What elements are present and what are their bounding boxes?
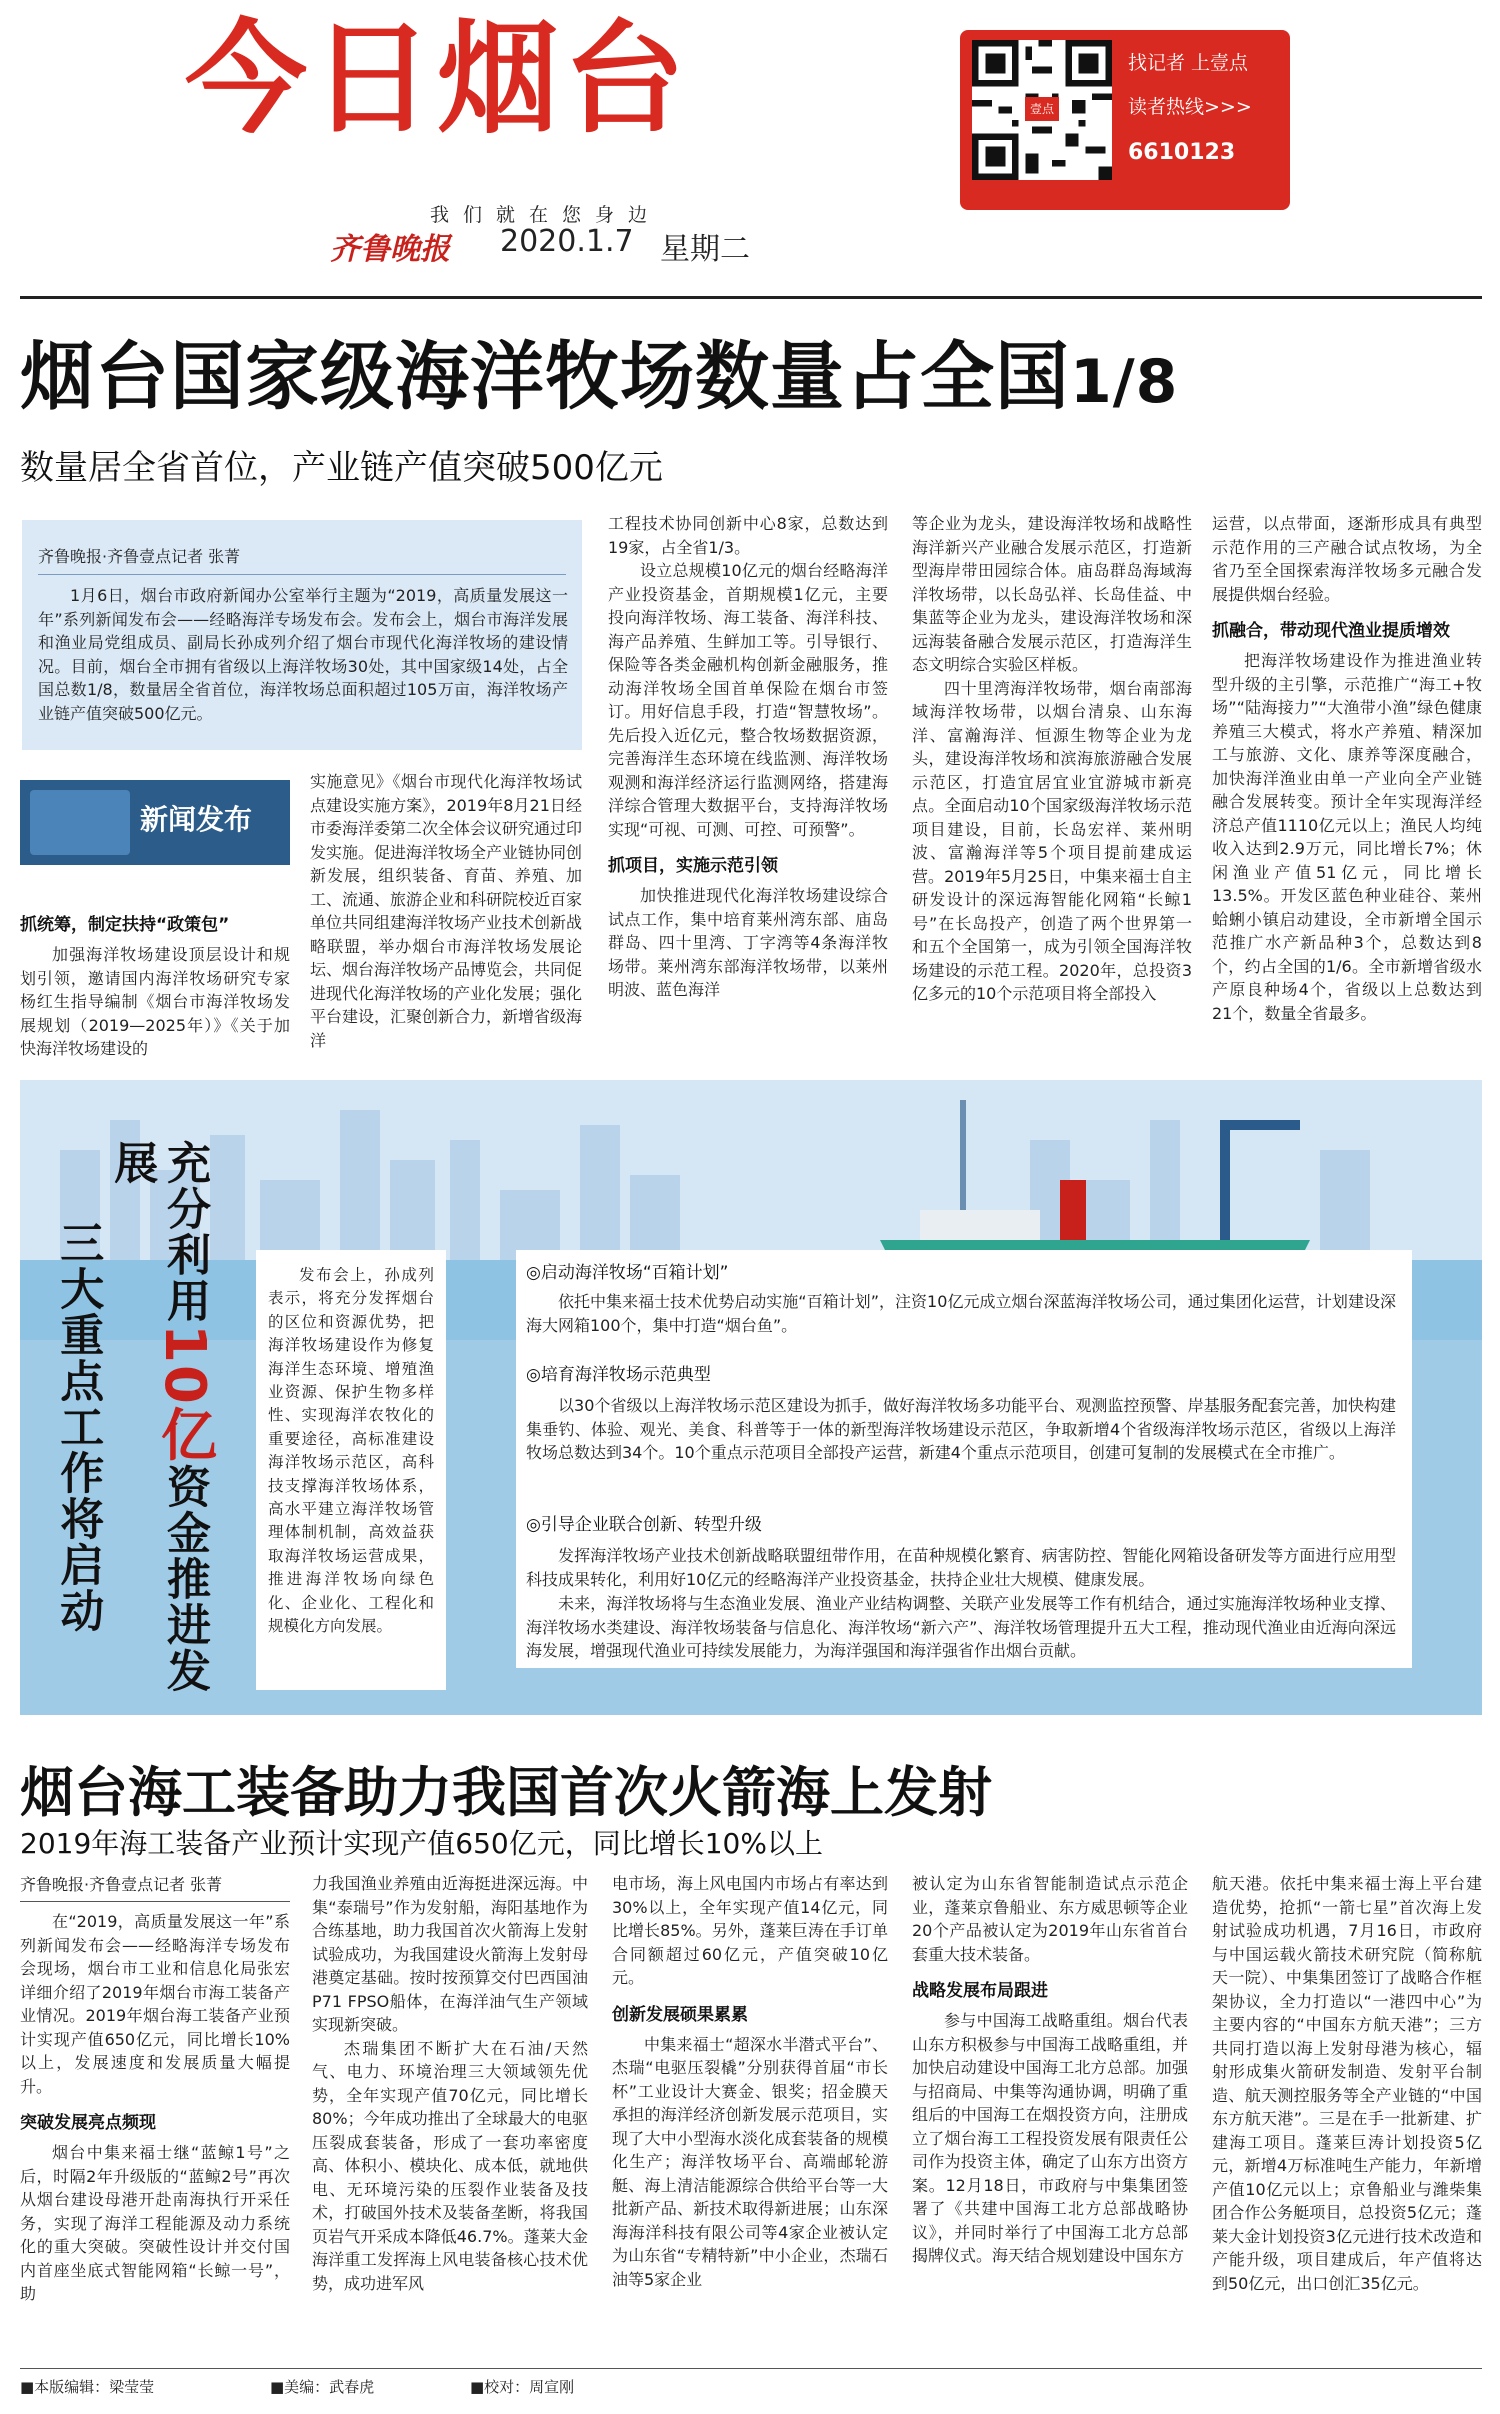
footer-editor: ■本版编辑：梁莹莹 (20, 2378, 155, 2396)
banner-item3-text-b: 未来，海洋牧场将与生态渔业发展、渔业产业结构调整、关联产业发展等工作有机结合，通过实施海洋牧场种业支撑、海洋牧场水类建设、海洋牧场装备与信息化、海洋牧场“新六产”、海洋牧场管理提升五大工程，推动现代渔业由近海向深远海发展，增强现代渔业可持续发展能力，为海洋强国和海洋强省作出烟台贡献。 (526, 1594, 1396, 1660)
article1-col2-text: 实施意见》《烟台市现代化海洋牧场试点建设实施方案》，2019年8月21日经市委海洋委第二次全体会议研究通过印发实施。促进海洋牧场全产业链协同创新发展，组织装备、育苗、养殖、加工、流通、旅游企业和科研院校近百家单位共同组建海洋牧场产业技术创新战略联盟，举办烟台市海洋牧场发展论坛、烟台海洋牧场产品博览会，共同促进现代化海洋牧场的产业化发展；强化平台建设，汇聚创新合力，新增省级海洋 (310, 772, 583, 1050)
banner-item2-head: ◎培育海洋牧场示范典型 (526, 1365, 711, 1385)
article1-subheadline: 数量居全省首位，产业链产值突破500亿元 (20, 448, 663, 488)
banner-item3-head: ◎引导企业联合创新、转型升级 (526, 1515, 762, 1535)
article1-col4-text-b: 四十里湾海洋牧场带，烟台南部海域海洋牧场带，以烟台清泉、山东海洋、富瀚海洋、恒源生物等企业为龙头，建设海洋牧场和滨海旅游融合发展示范区，打造宜居宜业宜游城市新亮点。全面启动10个国家级海洋牧场示范项目建设，目前，长岛宏祥、莱州明波、富瀚海洋等5个项目提前建成运营。2019年5月25日，中集来福士自主研发设计的深远海智能化网箱“长鲸1号”在长岛投产，创造了两个世界第一和五个全国第一，成为引领全国海洋牧场建设的示范工程。2020年，总投资3亿多元的10个示范项目将全部投入 (912, 678, 1192, 1003)
article2-col-3 (612, 1872, 888, 2291)
article2-subheadline: 2019年海工装备产业预计实现产值650亿元，同比增长10%以上 (20, 1827, 823, 1860)
banner-intro: 发布会上，孙成列表示，将充分发挥烟台的区位和资源优势，把海洋牧场建设作为修复海洋生态环境、增殖渔业资源、保护生物多样性、实现海洋农牧化的重要途径，高标准建设海洋牧场示范区，高科技支撑海洋牧场体系，高水平建立海洋牧场管理体制机制，高效益获取海洋牧场运营成果，推进海洋牧场向绿色化、企业化、工程化和规模化方向发展。 (268, 1266, 434, 1636)
article2-col3-text: 电市场，海上风电国内市场占有率达到30%以上，全年实现产值14亿元，同比增长85%。另外，蓬莱巨涛在手订单合同额超过60亿元，产值突破10亿元。 (612, 1874, 888, 1987)
article1-col4-text-a: 等企业为龙头，建设海洋牧场和战略性海洋新兴产业融合发展示范区，打造新型海岸带田园综合体。庙岛群岛海域海洋牧场带，以长岛弘祥、长岛佳益、中集蓝等企业为龙头，建设海洋牧场和深远海装备融合发展示范区，打造海洋生态文明综合实验区样板。 (912, 514, 1192, 674)
banner-items-panel (516, 1250, 1412, 1668)
contact-line-2: 读者热线>>> (1128, 96, 1252, 118)
footer-proofreader: ■校对：周宣刚 (470, 2378, 575, 2396)
article1-col5-text-b: 把海洋牧场建设作为推进渔业转型升级的主引擎，示范推广“海工+牧场”“陆海接力”“大渔带小渔”绿色健康养殖三大模式，将水产养殖、精深加工与旅游、文化、康养等深度融合，加快海洋渔业由单一产业向全产业链融合发展转变。预计全年实现海洋经济总产值1110亿元以上；渔民人均纯收入达到2.9万元，同比增长7%；休闲渔业产值51亿元，同比增长13.5%。开发区蓝色种业硅谷、莱州蛤蜊小镇启动建设，全市新增全国示范推广水产新品种3个，总数达到8个，约占全国的1/6。全市新增省级水产原良种场4个，省级以上总数达到21个，数量全省最多。 (1212, 651, 1482, 1023)
article1-col-1 (20, 900, 290, 1061)
article1-section-projects: 抓项目，实施示范引领 (608, 856, 778, 876)
contact-line-1: 找记者 上壹点 (1128, 52, 1249, 74)
masthead-title: 今日烟台 (185, 8, 689, 150)
article2-section-strategy: 战略发展布局跟进 (912, 1981, 1048, 2001)
issue-weekday: 星期二 (660, 232, 750, 267)
article2-col-4 (912, 1872, 1188, 2268)
article1-lead-box (22, 520, 582, 750)
article2-col1-text: 在“2019，高质量发展这一年”系列新闻发布会——经略海洋专场发布会现场，烟台市工业和信息化局张宏详细介绍了2019年烟台市海工装备产业情况。2019年烟台海工装备产业预计实现产值650亿元，同比增长10%以上，发展速度和发展质量大幅提升。 (20, 1912, 290, 2096)
article2-section-innovation: 创新发展硕果累累 (612, 2004, 748, 2025)
article1-col3-text-b: 设立总规模10亿元的烟台经略海洋产业投资基金，首期规模1亿元，主要投向海洋牧场、海工装备、海洋科技、海产品养殖、生鲜加工等。引导银行、保险等各类金融机构创新金融服务，推动海洋牧场全国首单保险在烟台市签订。用好信息手段，打造“智慧牧场”。先后投入近亿元，整合牧场数据资源，完善海洋生态环境在线监测、海洋牧场观测和海洋经济运行监测网络，搭建海洋综合管理大数据平台，支持海洋牧场实现“可视、可测、可控、可预警”。 (608, 561, 888, 839)
article2-byline-rule (20, 1901, 290, 1902)
banner-headline: 充分利用10亿资金推进发展 (106, 1140, 217, 1694)
article2-col2-text: 力我国渔业养殖由近海挺进深远海。中集“泰瑞号”作为发射船，海阳基地作为合练基地，助力我国首次火箭海上发射试验成功，为我国建设火箭海上发射母港奠定基础。按时按预算交付巴西国油P71 FPSO船体，在海洋油气生产领域实现新突破。 (312, 1874, 588, 2034)
paper-name: 齐鲁晚报 (330, 232, 450, 267)
article1-headline: 烟台国家级海洋牧场数量占全国1/8 (20, 334, 1179, 420)
article2-col-5 (1212, 1872, 1482, 2295)
issue-date: 2020.1.7 (500, 224, 634, 259)
qr-badge: 壹点 (1025, 97, 1059, 121)
banner-item3-text-a: 发挥海洋牧场产业技术创新战略联盟纽带作用，在苗种规模化繁育、病害防控、智能化网箱设备研发等方面进行应用型科技成果转化，利用好10亿元的经略海洋产业投资基金，扶持企业壮大规模、健康发展。 (526, 1546, 1396, 1589)
article1-col-3 (608, 512, 888, 1002)
article2-col4-text: 被认定为山东省智能制造试点示范企业，蓬莱京鲁船业、东方威思顿等企业20个产品被认定为2019年山东省首台套重大技术装备。 (912, 1874, 1188, 1964)
feature-banner (20, 1080, 1482, 1715)
article2-col2-text-b: 杰瑞集团不断扩大在石油/天然气、电力、环境治理三大领域领先优势，全年实现产值70亿元，同比增长80%；今年成功推出了全球最大的电驱压裂成套装备，形成了一套功率密度高、体积小、模块化、成本低，就地供电、无环境污染的压裂作业装备及技术，打破国外技术及装备垄断，将我国页岩气开采成本降低46.7%。蓬莱大金海洋重工发挥海上风电装备核心技术优势，成功进军风 (312, 2038, 588, 2293)
article1-col3-text-c: 加快推进现代化海洋牧场建设综合试点工作，集中培育莱州湾东部、庙岛群岛、四十里湾、丁字湾等4条海洋牧场带。莱州湾东部海洋牧场带，以莱州明波、蓝色海洋 (608, 886, 888, 999)
banner-item1-text: 依托中集来福士技术优势启动实施“百箱计划”，注资10亿元成立烟台深蓝海洋牧场公司，通过集团化运营，计划建设深海大网箱100个，集中打造“烟台鱼”。 (526, 1292, 1396, 1335)
masthead-divider (20, 296, 1482, 299)
banner-intro-panel (256, 1250, 446, 1690)
microphones-icon (30, 790, 130, 855)
news-release-label: 新闻发布 (140, 803, 253, 836)
article2-byline: 齐鲁晚报·齐鲁壹点记者 张菁 (20, 1875, 223, 1894)
article1-col-2 (310, 770, 582, 1052)
article1-col5-text-a: 运营，以点带面，逐渐形成具有典型示范作用的三产融合试点牧场，为全省乃至全国探索海洋牧场多元融合发展提供烟台经验。 (1212, 514, 1482, 604)
article1-byline: 齐鲁晚报·齐鲁壹点记者 张菁 (38, 547, 241, 566)
banner-item1-head: ◎启动海洋牧场“百箱计划” (526, 1263, 729, 1283)
article1-col1-text: 加强海洋牧场建设顶层设计和规划引领，邀请国内海洋牧场研究专家杨红生指导编制《烟台市海洋牧场发展规划（2019—2025年）》《关于加快海洋牧场建设的 (20, 945, 290, 1058)
news-release-badge (20, 780, 290, 865)
article2-col3-text-b: 中集来福士“超深水半潜式平台”、杰瑞“电驱压裂橇”分别获得首届“市长杯”工业设计大赛金、银奖；招金膜天承担的海洋经济创新发展示范项目，实现了大中小型海水淡化成套装备的规模化生产；海洋牧场平台、高端邮轮游艇、海上清洁能源综合供给平台等一大批新产品、新技术取得新进展；山东深海海洋科技有限公司等4家企业被认定为山东省“专精特新”中小企业，杰瑞石油等5家企业 (612, 2034, 888, 2289)
article1-col-5 (1212, 512, 1482, 1025)
article1-col-4 (912, 512, 1192, 1006)
banner-item2-text: 以30个省级以上海洋牧场示范区建设为抓手，做好海洋牧场多功能平台、观测监控预警、岸基服务配套完善，加快构建集垂钓、体验、观光、美食、科普等于一体的新型海洋牧场建设示范区，争取新增4个省级海洋牧场示范区，省级以上海洋牧场总数达到34个。10个重点示范项目全部投产运营，新建4个重点示范项目，创建可复制的发展模式在全市推广。 (526, 1396, 1396, 1462)
article1-section-integration: 抓融合，带动现代渔业提质增效 (1212, 621, 1450, 641)
article2-col-2 (312, 1872, 588, 2295)
article2-col4-text-b: 参与中国海工战略重组。烟台代表山东方积极参与中国海工战略重组，并加快启动建设中国海工北方总部。加强与招商局、中集等沟通协调，明确了重组后的中国海工在烟投资方向，注册成立了烟台海工工程投资发展有限责任公司作为投资主体，确定了山东方出资方案。12月18日，市政府与中集集团签署了《共建中国海工北方总部战略协议》，并同时举行了中国海工北方总部揭牌仪式。海天结合规划建设中国东方 (912, 2011, 1188, 2265)
reader-hotline: 6610123 (1128, 140, 1236, 165)
footer-rule (20, 2368, 1482, 2369)
byline-rule (38, 574, 566, 575)
banner-headline-line2: 三大重点工作将启动 (52, 1220, 104, 1634)
article2-col1-text-b: 烟台中集来福士继“蓝鲸1号”之后，时隔2年升级版的“蓝鲸2号”再次从烟台建设母港开赴南海执行开采任务，实现了海洋工程能源及动力系统化的重大突破。突破性设计并交付国内首座坐底式智能网箱“长鲸一号”，助 (20, 2143, 290, 2303)
article2-headline: 烟台海工装备助力我国首次火箭海上发射 (20, 1761, 992, 1824)
footer-designer: ■美编：武春虎 (270, 2378, 375, 2396)
article1-lead: 1月6日，烟台市政府新闻办公室举行主题为“2019，高质量发展这一年”系列新闻发布会——经略海洋专场发布会。发布会上，烟台市海洋发展和渔业局党组成员、副局长孙成列介绍了烟台市现代化海洋牧场的建设情况。目前，烟台全市拥有省级以上海洋牧场30处，其中国家级14处，占全国总数1/8，数量居全省首位，海洋牧场总面积超过105万亩，海洋牧场产业链产值突破500亿元。 (38, 586, 568, 723)
article2-col5-text: 航天港。依托中集来福士海上平台建造优势，抢抓“一箭七星”首次海上发射试验成功机遇，7月16日，市政府与中国运载火箭技术研究院（简称航天一院）、中集集团签订了战略合作框架协议，全力打造以“一港四中心”为主要内容的“中国东方航天港”；三方共同打造以海上发射母港为核心，辐射形成集火箭研发制造、发射平台制造、航天测控服务等全产业链的“中国东方航天港”。三是在手一批新建、扩建海工项目。蓬莱巨涛计划投资5亿元，新增4万标准吨生产能力，年新增产值10亿元以上；京鲁船业与潍柴集团合作公务艇项目，总投资5亿元；蓬莱大金计划投资3亿元进行技术改造和产能升级，项目建成后，年产值将达到50亿元，出口创汇35亿元。 (1212, 1874, 1482, 2293)
article1-col3-text-a: 工程技术协同创新中心8家，总数达到19家，占全省1/3。 (608, 514, 888, 557)
masthead-slogan: 我们就在您身边 (430, 204, 662, 226)
article2-col-1 (20, 1872, 290, 2306)
article2-section-highlights: 突破发展亮点频现 (20, 2113, 156, 2133)
article1-section-policy: 抓统筹，制定扶持“政策包” (20, 915, 230, 935)
